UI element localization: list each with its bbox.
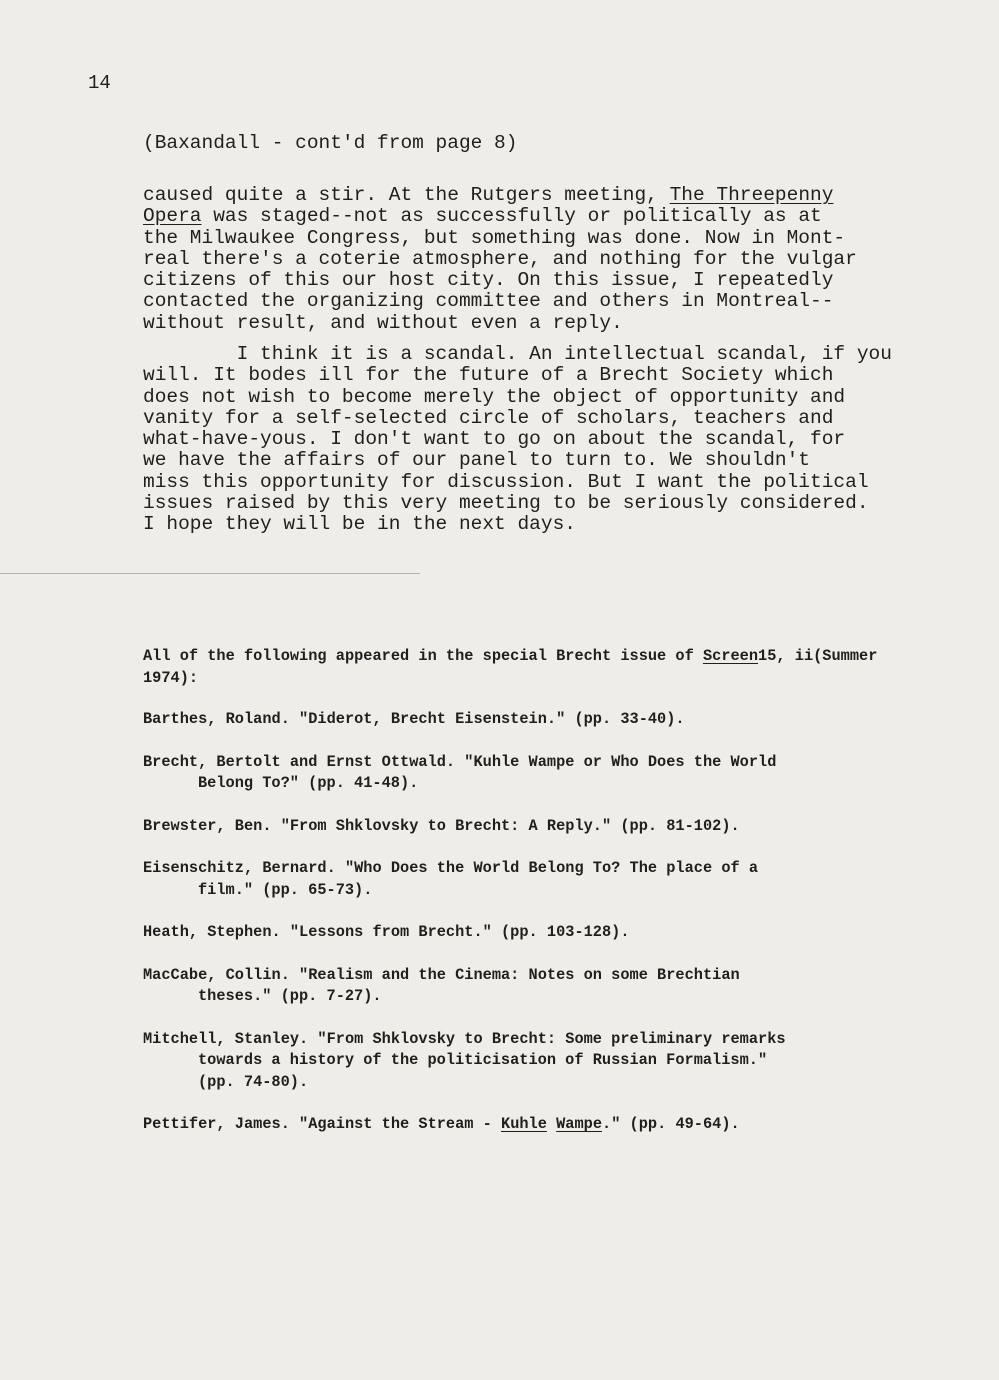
paragraph-line: Opera was staged--not as successfully or politically as at <box>143 205 822 228</box>
underlined-title: Screen <box>702 647 759 665</box>
paragraph-line: we have the affairs of our panel to turn to. We shouldn't <box>143 449 811 472</box>
bibliography-entry-line: theses." (pp. 7-27). <box>198 987 382 1005</box>
page-number: 14 <box>88 72 111 94</box>
paragraph-line: I think it is a scandal. An intellectual scandal, if you <box>143 343 892 365</box>
section-divider <box>0 573 420 574</box>
body-paragraph-1 <box>143 185 857 334</box>
paragraph-line: what-have-yous. I don't want to go on about the scandal, for <box>143 428 846 451</box>
underlined-title: Kuhle <box>501 1115 547 1133</box>
bibliography-entry <box>143 816 923 838</box>
bibliography-entry-line: film." (pp. 65-73). <box>198 880 373 899</box>
bibliography-entry-line: Mitchell, Stanley. "From Shklovsky to Brecht: Some preliminary remarks <box>143 1029 786 1048</box>
bibliography-entry-line: Brewster, Ben. "From Shklovsky to Brecht: A Reply." (pp. 81-102). <box>143 816 740 835</box>
bibliography-entry <box>143 1029 923 1094</box>
underlined-title: Opera <box>143 205 202 228</box>
underlined-title: The Threepenny <box>669 184 834 206</box>
bibliography-entry <box>143 752 923 795</box>
bibliography-intro-line: All of the following appeared in the special Brecht issue of Screen <box>143 647 759 665</box>
paragraph-line: will. It bodes ill for the future of a Brecht Society which <box>143 364 834 387</box>
section-header: (Baxandall - cont'd from page 8) <box>143 132 518 154</box>
bibliography <box>143 646 923 1157</box>
bibliography-entry-line: Belong To?" (pp. 41-48). <box>198 774 419 792</box>
bibliography-entry <box>143 965 923 1008</box>
bibliography-entry <box>143 922 923 944</box>
bibliography-entry-line: (pp. 74-80). <box>198 1072 309 1091</box>
paragraph-line: the Milwaukee Congress, but something was done. Now in Mont- <box>143 226 846 249</box>
paragraph-line: citizens of this our host city. On this issue, I repeatedly <box>143 269 834 292</box>
paragraph-line: does not wish to become merely the object of opportunity and <box>143 385 846 408</box>
paragraph-line: contacted the organizing committee and others in Montreal-- <box>143 290 834 313</box>
bibliography-entry-line: Eisenschitz, Bernard. "Who Does the World Belong To? The place of a <box>143 859 759 877</box>
bibliography-entry <box>143 1114 923 1136</box>
paragraph-line: without result, and without even a reply. <box>143 311 623 334</box>
bibliography-entry-line: towards a history of the politicisation of Russian Formalism." <box>198 1051 768 1069</box>
paragraph-line: miss this opportunity for discussion. But I want the political <box>143 470 869 493</box>
paragraph-line: vanity for a self-selected circle of scholars, teachers and <box>143 406 834 429</box>
paragraph-line: I hope they will be in the next days. <box>143 513 576 536</box>
bibliography-entries <box>143 709 923 1136</box>
paragraph-line: caused quite a stir. At the Rutgers meeting, The Threepenny <box>143 184 834 206</box>
body-paragraph-2 <box>143 344 892 536</box>
bibliography-intro <box>143 646 923 689</box>
bibliography-entry-line: Brecht, Bertolt and Ernst Ottwald. "Kuhle Wampe or Who Does the World <box>143 752 777 771</box>
underlined-title: Wampe <box>556 1115 603 1133</box>
bibliography-intro-line: 15, ii(Summer 1974): <box>143 647 878 687</box>
paragraph-line: issues raised by this very meeting to be seriously considered. <box>143 492 869 515</box>
bibliography-entry <box>143 858 923 901</box>
bibliography-entry-line: Pettifer, James. "Against the Stream - Kuhle Wampe." (pp. 49-64). <box>143 1115 740 1133</box>
bibliography-entry-line: MacCabe, Collin. "Realism and the Cinema: Notes on some Brechtian <box>143 965 740 984</box>
bibliography-entry-line: Heath, Stephen. "Lessons from Brecht." (pp. 103-128). <box>143 923 630 941</box>
paragraph-line: real there's a coterie atmosphere, and nothing for the vulgar <box>143 247 857 270</box>
bibliography-entry <box>143 709 923 731</box>
bibliography-entry-line: Barthes, Roland. "Diderot, Brecht Eisenstein." (pp. 33-40). <box>143 710 685 728</box>
